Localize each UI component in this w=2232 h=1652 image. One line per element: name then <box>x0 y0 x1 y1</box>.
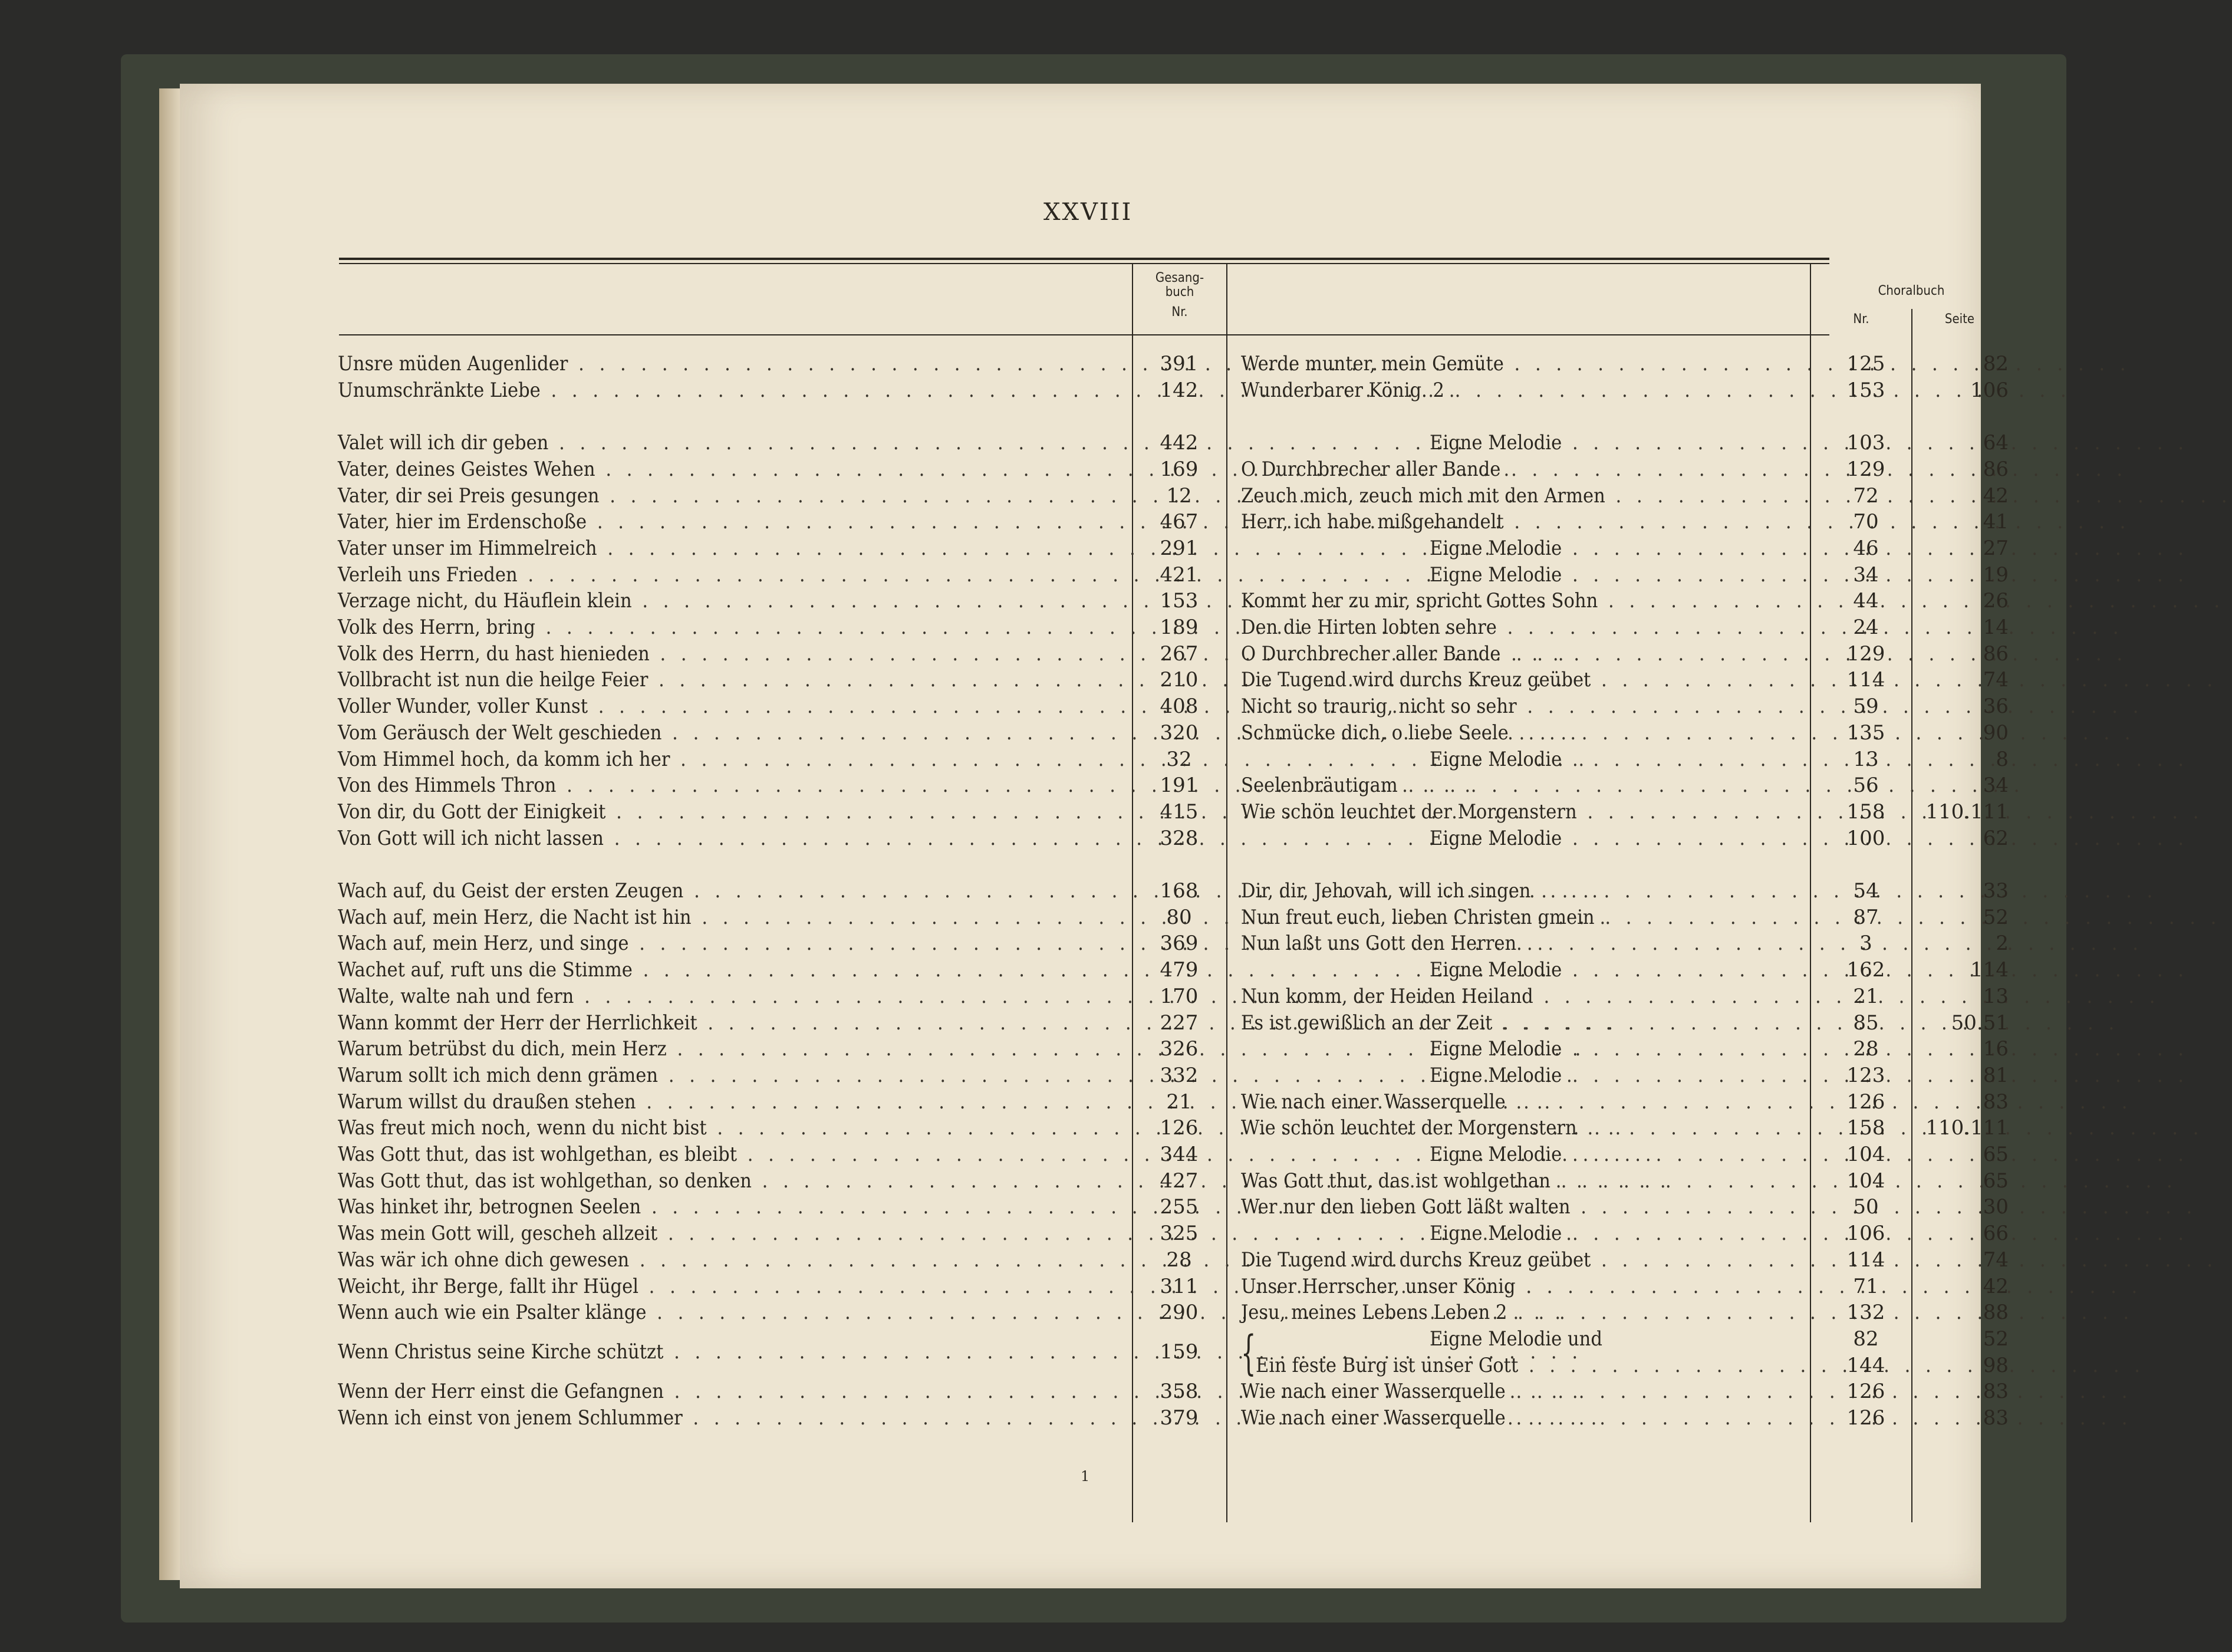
choralbuch-page: 42 <box>1983 1274 2009 1298</box>
table-row <box>180 774 2009 799</box>
gesangbuch-number: 169 <box>1160 457 1199 481</box>
gesangbuch-number: 126 <box>1160 1116 1199 1140</box>
gesangbuch-number: 369 <box>1160 932 1199 956</box>
gesangbuch-number: 320 <box>1160 720 1199 745</box>
hymn-title: Wann kommt der Herr der Herrlichkeit . . . <box>338 1011 1128 1035</box>
melody-name: Eigne Melodie . . . <box>1241 1064 1795 1087</box>
hymn-title: Wenn ich einst von jenem Schlummer . . . <box>338 1406 1128 1430</box>
top-rule-thin <box>339 263 1829 264</box>
table-row-combined <box>180 1325 2009 1380</box>
header-rule <box>339 334 1829 335</box>
melody-name: Wie nach einer Wasserquelle . . . <box>1241 1406 1795 1430</box>
choralbuch-page: 27 <box>1983 536 2009 560</box>
choralbuch-page: 50.51 <box>1951 1011 2009 1035</box>
choralbuch-number: 135 <box>1846 720 1885 745</box>
table-row <box>180 378 2009 404</box>
hymn-title: Was hinket ihr, betrognen Seelen . . . <box>338 1195 1128 1219</box>
table-row <box>180 958 2009 984</box>
table-row <box>180 695 2009 720</box>
choralbuch-number: 24 <box>1853 616 1879 639</box>
choralbuch-page: 66 <box>1983 1222 2009 1246</box>
choralbuch-page: 2 <box>1996 932 2009 956</box>
choralbuch-number: 114 <box>1846 668 1885 692</box>
choralbuch-page: 74 <box>1983 668 2009 692</box>
table-row <box>180 483 2009 510</box>
melody-name: Schmücke dich, o liebe Seele . . . <box>1241 721 1795 745</box>
gesangbuch-number: 379 <box>1160 1406 1199 1430</box>
choralbuch-number: 21 <box>1853 984 1879 1008</box>
choralbuch-number: 50 <box>1853 1195 1879 1219</box>
table-row <box>180 1248 2009 1274</box>
choralbuch-number: 104 <box>1846 1169 1885 1193</box>
gesangbuch-number: 332 <box>1160 1063 1199 1087</box>
gesangbuch-number: 12 <box>1166 483 1192 508</box>
melody-name: Was Gott thut, das ist wohlgethan . . . <box>1241 1169 1795 1193</box>
choralbuch-page: 83 <box>1983 1090 2009 1114</box>
header-choralbuch: Choralbuch <box>1878 284 1945 298</box>
table-row <box>180 352 2009 378</box>
table-row <box>180 720 2009 747</box>
gesangbuch-number: 32 <box>1166 747 1192 771</box>
choralbuch-number: 132 <box>1846 1301 1885 1325</box>
melody-name: Seelenbräutigam . . . <box>1241 774 1795 797</box>
hymn-title: Vom Geräusch der Welt geschieden . . . <box>338 721 1128 745</box>
choralbuch-number: 82 <box>1853 1327 1879 1351</box>
table-row <box>180 932 2009 957</box>
choralbuch-page: 110.111 <box>1925 799 2009 824</box>
hymn-title: Unumschränkte Liebe . . . <box>338 379 1128 402</box>
choralbuch-number: 100 <box>1846 826 1885 850</box>
choralbuch-number: 125 <box>1846 352 1885 376</box>
melody-name: Eigne Melodie . . . <box>1241 827 1795 850</box>
melody-name: Den die Hirten lobten sehre . . . <box>1241 616 1795 639</box>
table-row <box>180 1222 2009 1248</box>
melody-name: Eigne Melodie . . . <box>1241 563 1795 587</box>
table-row <box>180 668 2009 694</box>
gesangbuch-number: 358 <box>1160 1380 1199 1404</box>
choralbuch-number: 54 <box>1853 879 1879 903</box>
choralbuch-number: 106 <box>1846 1222 1885 1246</box>
hymn-title: Wachet auf, ruft uns die Stimme . . . <box>338 958 1128 982</box>
gesangbuch-number: 267 <box>1160 641 1199 666</box>
hymn-title: Wenn Christus seine Kirche schützt . . . <box>338 1340 1128 1364</box>
melody-name: O Durchbrecher aller Bande . . . <box>1241 642 1795 666</box>
hymn-title: Wach auf, mein Herz, die Nacht ist hin . . . <box>338 906 1128 929</box>
signature-mark: 1 <box>1081 1468 1090 1485</box>
choralbuch-page: 8 <box>1996 747 2009 771</box>
table-row <box>180 1116 2009 1142</box>
choralbuch-page: 86 <box>1983 457 2009 481</box>
choralbuch-page: 114 <box>1970 958 2009 982</box>
melody-name: Eigne Melodie . . . <box>1241 1037 1795 1061</box>
gesangbuch-number: 21 <box>1166 1090 1192 1114</box>
page-number: XXVIII <box>1043 199 1133 226</box>
table-row <box>180 589 2009 615</box>
choralbuch-number: 153 <box>1846 378 1885 402</box>
table-row <box>180 905 2009 932</box>
table-row <box>180 1301 2009 1327</box>
table-row <box>180 457 2009 483</box>
melody-name: Wie nach einer Wasserquelle . . . <box>1241 1380 1795 1403</box>
gesangbuch-number: 189 <box>1160 616 1199 639</box>
gesangbuch-number: 391 <box>1160 352 1199 376</box>
choralbuch-page: 64 <box>1983 431 2009 455</box>
melody-name: Jesu, meines Lebens Leben 2 . . . <box>1241 1301 1795 1324</box>
choralbuch-number: 114 <box>1846 1248 1885 1272</box>
choralbuch-page: 86 <box>1983 641 2009 666</box>
page-edges <box>159 88 183 1580</box>
hymn-title: Vater, hier im Erdenschoße . . . <box>338 510 1128 534</box>
table-row <box>180 799 2009 826</box>
hymn-title: Warum sollt ich mich denn grämen . . . <box>338 1064 1128 1087</box>
table-row <box>180 1380 2009 1406</box>
hymn-title: Was Gott thut, das ist wohlgethan, so denken . . . <box>338 1169 1128 1193</box>
choralbuch-number: 87 <box>1853 905 1879 929</box>
melody-name: Wunderbarer König. 2 . . . <box>1241 379 1795 402</box>
hymn-title: Vater, dir sei Preis gesungen . . . <box>338 484 1128 508</box>
choralbuch-number: 70 <box>1853 510 1879 534</box>
hymn-title: Wenn der Herr einst die Gefangnen . . . <box>338 1380 1128 1403</box>
table-row <box>180 431 2009 457</box>
choralbuch-page: 14 <box>1983 616 2009 639</box>
hymn-title: Volk des Herrn, du hast hienieden . . . <box>338 642 1128 666</box>
gesangbuch-number: 168 <box>1160 879 1199 903</box>
gesangbuch-number: 170 <box>1160 984 1199 1008</box>
hymn-title: Valet will ich dir geben . . . <box>338 431 1128 455</box>
gesangbuch-number: 210 <box>1160 668 1199 692</box>
choralbuch-number: 71 <box>1853 1274 1879 1298</box>
choralbuch-page: 90 <box>1983 720 2009 745</box>
header-choralbuch-seite: Seite <box>1944 312 1975 327</box>
choralbuch-number: 13 <box>1853 747 1879 771</box>
melody-name: Dir, dir, Jehovah, will ich singen . . . <box>1241 879 1795 903</box>
table-row <box>180 747 2009 774</box>
choralbuch-page: 88 <box>1983 1301 2009 1325</box>
choralbuch-page: 81 <box>1983 1063 2009 1087</box>
melody-name: Eigne Melodie . . . <box>1241 1143 1795 1166</box>
choralbuch-number: 129 <box>1846 457 1885 481</box>
choralbuch-page: 16 <box>1983 1037 2009 1061</box>
choralbuch-number: 72 <box>1853 483 1879 508</box>
choralbuch-page: 52 <box>1983 905 2009 929</box>
choralbuch-page: 74 <box>1983 1248 2009 1272</box>
table-row <box>180 1090 2009 1116</box>
choralbuch-page: 52 <box>1983 1327 2009 1351</box>
hymn-title: Volk des Herrn, bring . . . <box>338 616 1128 639</box>
table-row <box>180 826 2009 853</box>
melody-name: Es ist gewißlich an der Zeit . . . <box>1241 1011 1795 1035</box>
hymn-title: Wenn auch wie ein Psalter klänge . . . <box>338 1301 1128 1324</box>
table-row <box>180 1406 2009 1432</box>
melody-name: Zeuch mich, zeuch mich mit den Armen . . . <box>1241 484 1795 508</box>
choralbuch-page: 83 <box>1983 1406 2009 1430</box>
hymn-title: Vollbracht ist nun die heilge Feier . . . <box>338 668 1128 692</box>
hymn-title: Von dir, du Gott der Einigkeit . . . <box>338 800 1128 824</box>
choralbuch-page: 13 <box>1983 984 2009 1008</box>
gesangbuch-number: 191 <box>1160 774 1199 798</box>
table-row <box>180 1274 2009 1301</box>
choralbuch-number: 46 <box>1853 536 1879 560</box>
table-row <box>180 879 2009 905</box>
choralbuch-page: 110.111 <box>1925 1116 2009 1140</box>
gesangbuch-number: 255 <box>1160 1195 1199 1219</box>
hymn-title: Warum willst du draußen stehen . . . <box>338 1090 1128 1114</box>
choralbuch-page: 98 <box>1983 1353 2009 1377</box>
brace-mark: { <box>1241 1325 1256 1380</box>
choralbuch-page: 34 <box>1983 774 2009 798</box>
choralbuch-number: 123 <box>1846 1063 1885 1087</box>
choralbuch-page: 82 <box>1983 352 2009 376</box>
hymn-title: Was mein Gott will, gescheh allzeit . . . <box>338 1222 1128 1245</box>
choralbuch-page: 36 <box>1983 695 2009 719</box>
choralbuch-number: 126 <box>1846 1406 1885 1430</box>
gesangbuch-number: 142 <box>1160 378 1199 402</box>
hymn-title: Von Gott will ich nicht lassen . . . <box>338 827 1128 850</box>
melody-name: Nun laßt uns Gott den Herren . . . <box>1241 932 1795 955</box>
melody-name: Herr, ich habe mißgehandelt . . . <box>1241 510 1795 534</box>
choralbuch-number: 28 <box>1853 1037 1879 1061</box>
table-row <box>180 1037 2009 1063</box>
choralbuch-page: 65 <box>1983 1169 2009 1193</box>
hymn-title: Walte, walte nah und fern . . . <box>338 985 1128 1008</box>
melody-name: Werde munter, mein Gemüte . . . <box>1241 352 1795 376</box>
gesangbuch-number: 421 <box>1160 562 1199 587</box>
table-row <box>180 984 2009 1011</box>
choralbuch-number: 103 <box>1846 431 1885 455</box>
choralbuch-number: 126 <box>1846 1380 1885 1404</box>
hymn-title: Vom Himmel hoch, da komm ich her . . . <box>338 748 1128 771</box>
melody-name: Nun freut euch, lieben Christen gmein . . . <box>1241 906 1795 929</box>
choralbuch-number: 144 <box>1846 1353 1885 1377</box>
melody-name: Die Tugend wird durchs Kreuz geübet . . . <box>1241 1248 1795 1272</box>
choralbuch-page: 26 <box>1983 589 2009 613</box>
choralbuch-page: 33 <box>1983 879 2009 903</box>
gesangbuch-number: 227 <box>1160 1011 1199 1035</box>
hymn-title: Weicht, ihr Berge, fallt ihr Hügel . . . <box>338 1275 1128 1298</box>
gesangbuch-number: 479 <box>1160 958 1199 982</box>
gesangbuch-number: 415 <box>1160 799 1199 824</box>
table-row <box>180 1195 2009 1221</box>
melody-name: Eigne Melodie . . . <box>1241 431 1795 455</box>
hymn-title: Verzage nicht, du Häuflein klein . . . <box>338 589 1128 613</box>
choralbuch-page: 30 <box>1983 1195 2009 1219</box>
melody-name: Ein feste Burg ist unser Gott . . . <box>1256 1354 1795 1377</box>
gesangbuch-number: 153 <box>1160 589 1199 613</box>
table-row <box>180 1169 2009 1195</box>
book-page <box>180 84 2009 1588</box>
melody-name: Eigne Melodie und <box>1430 1327 1602 1351</box>
choralbuch-number: 44 <box>1853 589 1879 613</box>
hymn-title: Vater unser im Himmelreich . . . <box>338 537 1128 560</box>
melody-name: Eigne Melodie . . . <box>1241 958 1795 982</box>
gesangbuch-number: 344 <box>1160 1143 1199 1166</box>
gesangbuch-number: 325 <box>1160 1222 1199 1246</box>
table-row <box>180 616 2009 641</box>
hymn-title: Was wär ich ohne dich gewesen . . . <box>338 1248 1128 1272</box>
choralbuch-number: 129 <box>1846 641 1885 666</box>
melody-name: Unser Herrscher, unser König . . . <box>1241 1275 1795 1298</box>
choralbuch-number: 158 <box>1846 1116 1885 1140</box>
melody-name: Wie schön leuchtet der Morgenstern . . . <box>1241 800 1795 824</box>
hymn-title: Von des Himmels Thron . . . <box>338 774 1128 797</box>
melody-name: Wer nur den lieben Gott läßt walten . . . <box>1241 1195 1795 1219</box>
melody-name: Wie nach einer Wasserquelle . . . <box>1241 1090 1795 1114</box>
header-gesangbuch: Gesang- buch Nr. <box>1155 271 1204 320</box>
hymn-title: Vater, deines Geistes Wehen . . . <box>338 458 1128 481</box>
header-choralbuch-nr: Nr. <box>1853 312 1869 327</box>
hymn-title: Was freut mich noch, wenn du nicht bist . . . <box>338 1116 1128 1140</box>
melody-name: Eigne Melodie . . . <box>1241 537 1795 560</box>
hymn-title: Warum betrübst du dich, mein Herz . . . <box>338 1037 1128 1061</box>
choralbuch-page: 41 <box>1983 510 2009 534</box>
choralbuch-number: 34 <box>1853 562 1879 587</box>
choralbuch-number: 56 <box>1853 774 1879 798</box>
choralbuch-number: 162 <box>1846 958 1885 982</box>
hymn-title: Verleih uns Frieden . . . <box>338 563 1128 587</box>
melody-name: Nicht so traurig, nicht so sehr . . . <box>1241 695 1795 718</box>
choralbuch-number: 158 <box>1846 799 1885 824</box>
gesangbuch-number: 442 <box>1160 431 1199 455</box>
choralbuch-page: 65 <box>1983 1143 2009 1166</box>
hymn-title: Wach auf, mein Herz, und singe . . . <box>338 932 1128 955</box>
melody-name: Eigne Melodie . . . <box>1241 748 1795 771</box>
gesangbuch-number: 467 <box>1160 510 1199 534</box>
choralbuch-number: 126 <box>1846 1090 1885 1114</box>
gesangbuch-number: 28 <box>1166 1248 1192 1272</box>
choralbuch-page: 19 <box>1983 562 2009 587</box>
gesangbuch-number: 291 <box>1160 536 1199 560</box>
melody-name: O Durchbrecher aller Bande . . . <box>1241 458 1795 481</box>
choralbuch-number: 3 <box>1859 932 1872 956</box>
top-rule-thick <box>339 258 1829 260</box>
table-row <box>180 1143 2009 1169</box>
table-row <box>180 1063 2009 1090</box>
gesangbuch-number: 326 <box>1160 1037 1199 1061</box>
choralbuch-page: 42 <box>1983 483 2009 508</box>
gesangbuch-number: 408 <box>1160 695 1199 719</box>
gesangbuch-number: 311 <box>1160 1274 1199 1298</box>
choralbuch-number: 104 <box>1846 1143 1885 1166</box>
hymn-title: Was Gott thut, das ist wohlgethan, es bleibt . . . <box>338 1143 1128 1166</box>
hymn-title: Wach auf, du Geist der ersten Zeugen . . . <box>338 879 1128 903</box>
gesangbuch-number: 159 <box>1160 1340 1199 1364</box>
choralbuch-number: 85 <box>1853 1011 1879 1035</box>
table-row <box>180 510 2009 536</box>
choralbuch-number: 59 <box>1853 695 1879 719</box>
choralbuch-page: 106 <box>1970 378 2009 402</box>
table-row <box>180 536 2009 562</box>
choralbuch-page: 62 <box>1983 826 2009 850</box>
table-row <box>180 562 2009 589</box>
hymn-title: Voller Wunder, voller Kunst . . . <box>338 695 1128 718</box>
melody-name: Eigne Melodie . . . <box>1241 1222 1795 1245</box>
choralbuch-page: 83 <box>1983 1380 2009 1404</box>
gesangbuch-number: 328 <box>1160 826 1199 850</box>
melody-name: Kommt her zu mir, spricht Gottes Sohn . . . <box>1241 589 1795 613</box>
table-row <box>180 1011 2009 1037</box>
gesangbuch-number: 427 <box>1160 1169 1199 1193</box>
melody-name: Wie schön leuchtet der Morgenstern . . . <box>1241 1116 1795 1140</box>
melody-name: Die Tugend wird durchs Kreuz geübet . . . <box>1241 668 1795 692</box>
gesangbuch-number: 290 <box>1160 1301 1199 1325</box>
gesangbuch-number: 80 <box>1166 905 1192 929</box>
table-row <box>180 641 2009 668</box>
hymn-title: Unsre müden Augenlider . . . <box>338 352 1128 376</box>
melody-name: Nun komm, der Heiden Heiland . . . <box>1241 985 1795 1008</box>
